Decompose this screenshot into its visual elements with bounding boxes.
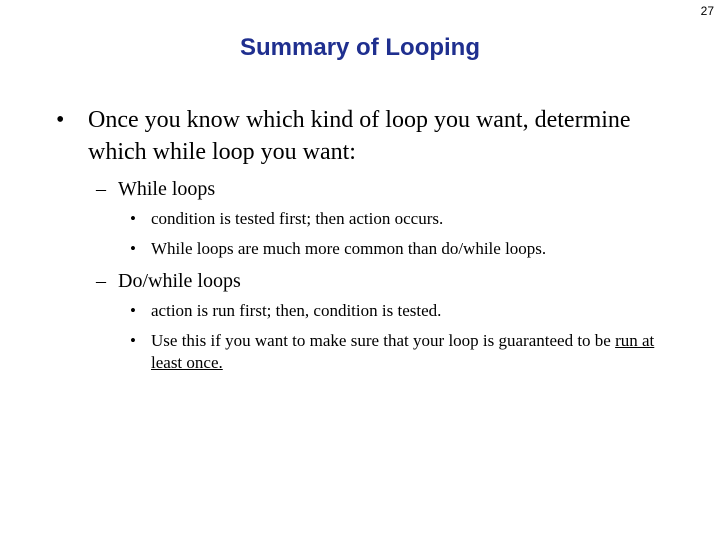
list-item-text: Use this if you want to make sure that your loop is guaranteed to be xyxy=(151,331,616,350)
do-while-loops-list xyxy=(130,300,676,374)
main-bullet xyxy=(56,104,676,168)
list-item-text-wrapper xyxy=(151,330,676,374)
list-item-text: condition is tested first; then action occurs. xyxy=(151,209,444,228)
dash-marker: – xyxy=(96,178,106,200)
list-item xyxy=(130,238,676,260)
bullet-marker: • xyxy=(130,301,136,320)
list-item xyxy=(130,208,676,230)
bullet-marker: • xyxy=(130,331,136,350)
main-bullet-text: Once you know which kind of loop you want, determine which while loop you want: xyxy=(88,107,631,165)
do-while-loops-label: Do/while loops xyxy=(118,270,241,292)
list-item-text: While loops are much more common than do/while loops. xyxy=(151,239,547,258)
while-loops-bullet xyxy=(96,176,676,202)
bullet-marker: • xyxy=(130,239,136,258)
list-item-text: action is run first; then, condition is tested. xyxy=(151,301,442,320)
emphasis-text: run at least once. xyxy=(151,331,655,372)
bullet-marker: • xyxy=(130,209,136,228)
while-loops-list xyxy=(130,208,676,260)
slide-number: 27 xyxy=(700,4,714,18)
while-loops-label: While loops xyxy=(118,178,216,200)
bullet-marker: • xyxy=(56,107,65,133)
do-while-loops-bullet xyxy=(96,268,676,294)
dash-marker: – xyxy=(96,270,106,292)
slide-title: Summary of Looping xyxy=(240,34,480,61)
list-item xyxy=(130,330,676,374)
slide-content xyxy=(56,104,676,382)
list-item xyxy=(130,300,676,322)
